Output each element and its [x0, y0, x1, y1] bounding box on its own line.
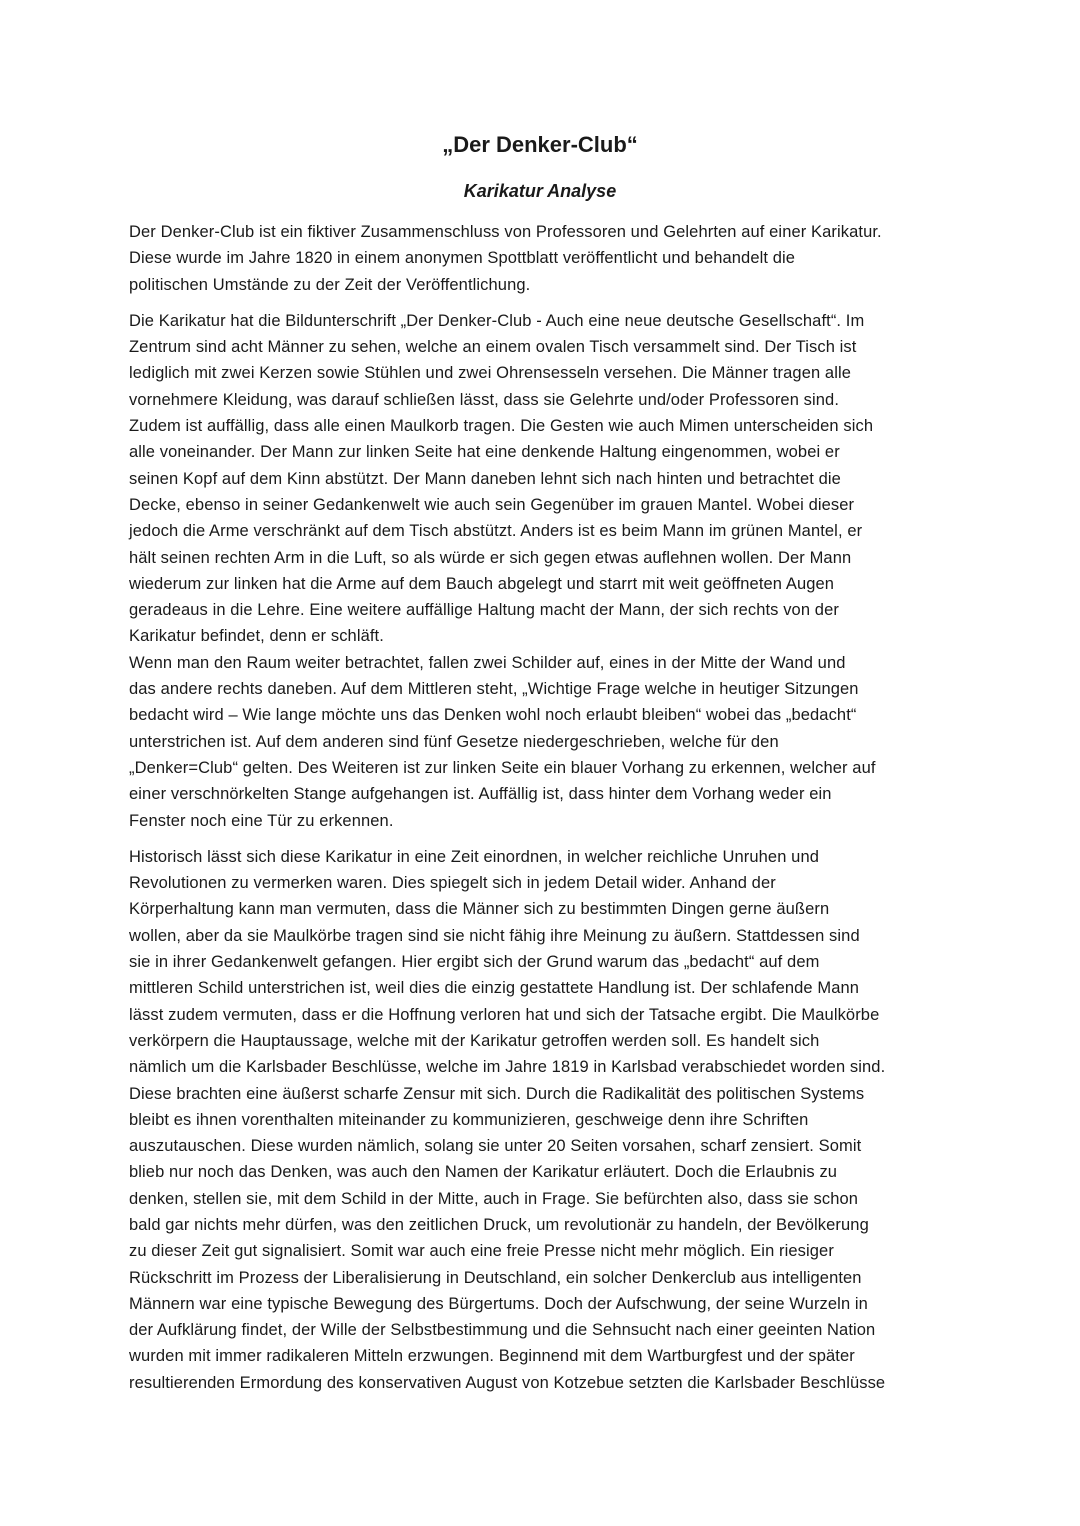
- paragraph-description: Die Karikatur hat die Bildunterschrift „Der Denker-Club - Auch eine neue deutsche Gesellschaft“. Im Zentrum sind acht Männer zu sehen, welche an einem ovalen Tisch versammelt sind. Der Tisch ist lediglich mit zwei Kerzen sowie Stühlen und zwei Ohrensesseln versehen. Die Männer tragen alle vornehmere Kleidung, was darauf schließen lässt, dass sie Gelehrte und/oder Professoren sind. Zudem ist auffällig, dass alle einen Maulkorb tragen. Die Gesten wie auch Mimen unterscheiden sich alle voneinander. Der Mann zur linken Seite hat eine denkende Haltung eingenommen, wobei er seinen Kopf auf dem Kinn abstützt. Der Mann daneben lehnt sich nach hinten und betrachtet die Decke, ebenso in seiner Gedankenwelt wie auch sein Gegenüber im grauen Mantel. Wobei dieser jedoch die Arme verschränkt auf dem Tisch abstützt. Anders ist es beim Mann im grünen Mantel, er hält seinen rechten Arm in die Luft, so als würde er sich gegen etwas auflehnen wollen. Der Mann wiederum zur linken hat die Arme auf dem Bauch abgelegt und starrt mit weit geöffneten Augen geradeaus in die Lehre. Eine weitere auffällige Haltung macht der Mann, der sich rechts von der Karikatur befindet, denn er schläft. Wenn man den Raum weiter betrachtet, fallen zwei Schilder auf, eines in der Mitte der Wand und das andere rechts daneben. Auf dem Mittleren steht, „Wichtige Frage welche in heutiger Sitzungen bedacht wird – Wie lange möchte uns das Denken wohl noch erlaubt bleiben“ wobei das „bedacht“ unterstrichen ist. Auf dem anderen sind fünf Gesetze niedergeschrieben, welche für den „Denker=Club“ gelten. Des Weiteren ist zur linken Seite ein blauer Vorhang zu erkennen, welcher auf einer verschnörkelten Stange aufgehangen ist. Auffällig ist, dass hinter dem Vorhang weder ein Fenster noch eine Tür zu erkennen.: [129, 311, 876, 830]
- paragraph-introduction: Der Denker-Club ist ein fiktiver Zusammenschluss von Professoren und Gelehrten auf einer Karikatur. Diese wurde im Jahre 1820 in einem anonymen Spottblatt veröffentlicht und behandelt die politischen Umstände zu der Zeit der Veröffentlichung.: [129, 223, 882, 294]
- paragraph-gap: [129, 834, 959, 844]
- document-title: „Der Denker-Club“: [442, 132, 638, 157]
- document-body: [129, 219, 959, 1396]
- paragraph-historical-context: Historisch lässt sich diese Karikatur in eine Zeit einordnen, in welcher reichliche Unruhen und Revolutionen zu vermerken waren. Dies spiegelt sich in jedem Detail wider. Anhand der Körperhaltung kann man vermuten, dass die Männer sich zu bestimmten Dingen gerne äußern wollen, aber da sie Maulkörbe tragen sind sie nicht fähig ihre Meinung zu äußern. Stattdessen sind sie in ihrer Gedankenwelt gefangen. Hier ergibt sich der Grund warum das „bedacht“ auf dem mittleren Schild unterstrichen ist, weil dies die einzig gestattete Handlung ist. Der schlafende Mann lässt zudem vermuten, dass er die Hoffnung verloren hat und sich der Tatsache ergibt. Die Maulkörbe verkörpern die Hauptaussage, welche mit der Karikatur getroffen werden soll. Es handelt sich nämlich um die Karlsbader Beschlüsse, welche im Jahre 1819 in Karlsbad verabschiedet worden sind. Diese brachten eine äußerst scharfe Zensur mit sich. Durch die Radikalität des politischen Systems bleibt es ihnen vorenthalten miteinander zu kommunizieren, geschweige denn ihre Schriften auszutauschen. Diese wurden nämlich, solang sie unter 20 Seiten vorsahen, scharf zensiert. Somit blieb nur noch das Denken, was auch den Namen der Karikatur erläutert. Doch die Erlaubnis zu denken, stellen sie, mit dem Schild in der Mitte, auch in Frage. Sie befürchten also, dass sie schon bald gar nichts mehr dürfen, was den zeitlichen Druck, um revolutionär zu handeln, der Bevölkerung zu dieser Zeit gut signalisiert. Somit war auch eine freie Presse nicht mehr möglich. Ein riesiger Rückschritt im Prozess der Liberalisierung in Deutschland, ein solcher Denkerclub aus intelligenten Männern war eine typische Bewegung des Bürgertums. Doch der Aufschwung, der seine Wurzeln in der Aufklärung findet, der Wille der Selbstbestimmung und die Sehnsucht nach einer geeinten Nation wurden mit immer radikaleren Mitteln erzwungen. Beginnend mit dem Wartburgfest und der später resultierenden Ermordung des konservativen August von Kotzebue setzten die Karlsbader Beschlüsse: [129, 847, 886, 1392]
- paragraph-gap: [129, 298, 959, 308]
- document-subtitle: Karikatur Analyse: [463, 181, 617, 201]
